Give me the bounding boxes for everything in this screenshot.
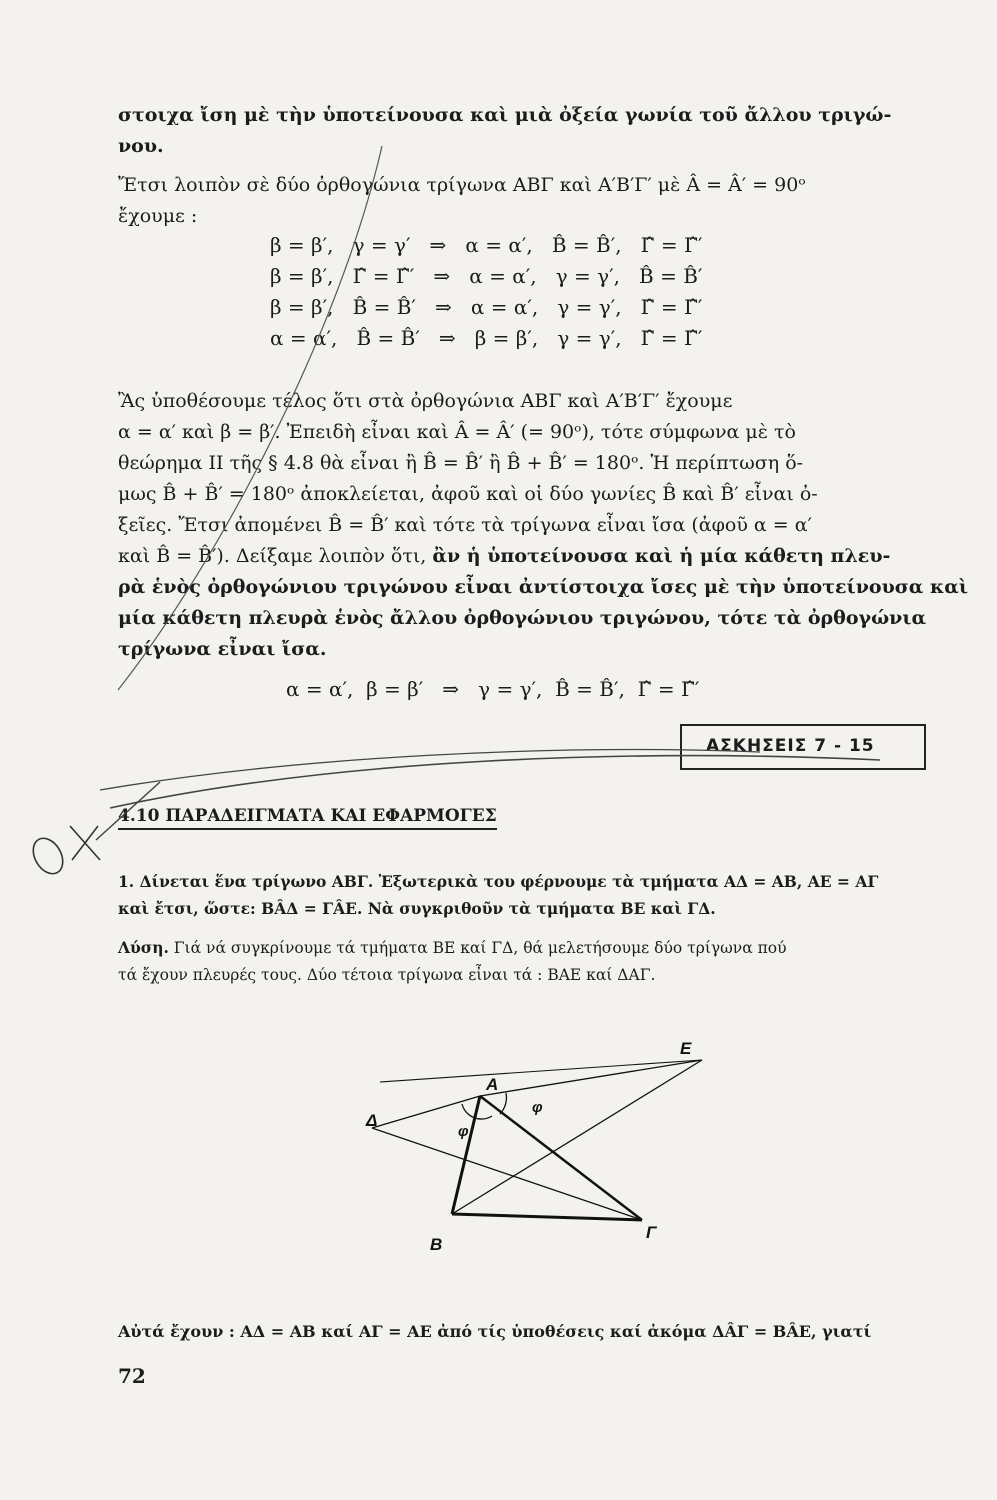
solution-text: Γιά νά συγκρίνουμε τά τμήματα ΒΕ καί ΓΔ, θά μελετήσουμε δύο τρίγωνα πού	[168, 939, 787, 957]
intro-line: νου.	[118, 135, 164, 157]
equation: α = α′, B̂ = B̂′ ⇒ β = β′, γ = γ′, Γ̂ = Γ̂′	[270, 326, 703, 350]
segment-BG	[452, 1214, 642, 1220]
exercises-label: ΑΣΚΗΣΕΙΣ 7 - 15	[706, 736, 875, 756]
label-A: A	[486, 1075, 499, 1094]
solution-label: Λύση.	[118, 938, 169, 957]
example-line: 1. Δίνεται ἕνα τρίγωνο ΑΒΓ. Ἐξωτερικὰ του φέρνουμε τὰ τμήματα ΑΔ = ΑΒ, ΑΕ = ΑΓ	[118, 872, 879, 891]
equation: β = β′, Γ̂ = Γ̂′ ⇒ α = α′, γ = γ′, B̂ = B̂′	[270, 264, 703, 288]
pencil-stroke	[96, 782, 160, 840]
theorem-line: μία κάθετη πλευρὰ ἑνὸς ἄλλου ὀρθογώνιου τριγώνου, τότε τὰ ὀρθογώνια	[118, 607, 927, 629]
extension-line	[380, 1060, 702, 1082]
page-number: 72	[118, 1364, 146, 1388]
segment-AG	[480, 1096, 642, 1220]
paragraph-plain: καὶ B̂ = B̂′). Δείξαμε λοιπὸν ὅτι,	[118, 545, 433, 567]
theorem-line: τρίγωνα εἶναι ἴσα.	[118, 638, 327, 660]
paragraph-line: θεώρημα ΙΙ τῆς § 4.8 θὰ εἶναι ἢ B̂ = B̂′ ἢ B̂ + B̂′ = 180ᵒ. Ἡ περίπτωση ὅ-	[118, 452, 804, 474]
equation: β = β′, B̂ = B̂′ ⇒ α = α′, γ = γ′, Γ̂ = Γ̂′	[270, 295, 703, 319]
equation: α = α′, β = β′ ⇒ γ = γ′, B̂ = B̂′, Γ̂ = Γ̂′	[286, 677, 700, 701]
label-D: Δ	[366, 1111, 378, 1130]
label-G: Γ	[646, 1223, 657, 1242]
pencil-stroke	[118, 146, 382, 690]
triangle-figure	[372, 1060, 702, 1220]
equation: β = β′, γ = γ′ ⇒ α = α′, B̂ = B̂′, Γ̂ = Γ̂′	[270, 233, 703, 257]
paragraph-line: ἔχουμε :	[118, 205, 198, 227]
segment-AB	[452, 1096, 480, 1214]
paragraph-line: μως B̂ + B̂′ = 180ᵒ ἀποκλείεται, ἀφοῦ καὶ οἱ δύο γωνίες B̂ καὶ B̂′ εἶναι ὀ-	[118, 483, 818, 505]
paragraph-line: Ἂς ὑποθέσουμε τέλος ὅτι στὰ ὀρθογώνια ΑΒΓ καὶ Α′Β′Γ′ ἔχουμε	[118, 390, 733, 412]
label-E: E	[680, 1039, 692, 1058]
theorem-statement: ἂν ἡ ὑποτείνουσα καὶ ἡ μία κάθετη πλευ-	[432, 545, 891, 567]
label-phi: φ	[532, 1099, 543, 1116]
paragraph-line: Ἔτσι λοιπὸν σὲ δύο ὀρθογώνια τρίγωνα ΑΒΓ καὶ Α′Β′Γ′ μὲ Â = Â′ = 90ᵒ	[118, 174, 806, 196]
segment-AE	[480, 1060, 702, 1096]
paragraph-line: ξεῖες. Ἔτσι ἀπομένει B̂ = B̂′ καὶ τότε τὰ τρίγωνα εἶναι ἴσα (ἀφοῦ α = α′	[118, 514, 812, 536]
label-phi: φ	[458, 1123, 469, 1140]
example-line: καὶ ἔτσι, ὥστε: BÂΔ = ΓÂΕ. Νὰ συγκριθοῦν τὰ τμήματα ΒΕ καὶ ΓΔ.	[118, 899, 716, 918]
final-text: Αὐτά ἔχουν : ΑΔ = ΑΒ καί ΑΓ = ΑΕ ἀπό τίς ὑποθέσεις καί ἀκόμα ΔÂΓ = BÂΕ, γιατί	[118, 1322, 872, 1341]
segment-DG	[372, 1128, 642, 1220]
label-B: B	[430, 1235, 443, 1254]
theorem-line: ρὰ ἑνὸς ὀρθογώνιου τριγώνου εἶναι ἀντίστοιχα ἴσες μὲ τὴν ὑποτείνουσα καὶ	[118, 576, 969, 598]
intro-line: στοιχα ἴση μὲ τὴν ὑποτείνουσα καὶ μιὰ ὀξεία γωνία τοῦ ἄλλου τριγώ-	[118, 104, 892, 126]
section-title-text: 4.10 ΠΑΡΑΔΕΙΓΜΑΤΑ ΚΑΙ ΕΦΑΡΜΟΓΕΣ	[118, 806, 497, 830]
solution-line: τά ἔχουν πλευρές τους. Δύο τέτοια τρίγωνα εἶναι τά : ΒΑΕ καί ΔΑΓ.	[118, 966, 656, 984]
pencil-stroke	[110, 756, 880, 808]
handwritten-ox	[27, 826, 100, 879]
paragraph-line: α = α′ καὶ β = β′. Ἐπειδὴ εἶναι καὶ Â = Â′ (= 90ᵒ), τότε σύμφωνα μὲ τὸ	[118, 421, 796, 443]
